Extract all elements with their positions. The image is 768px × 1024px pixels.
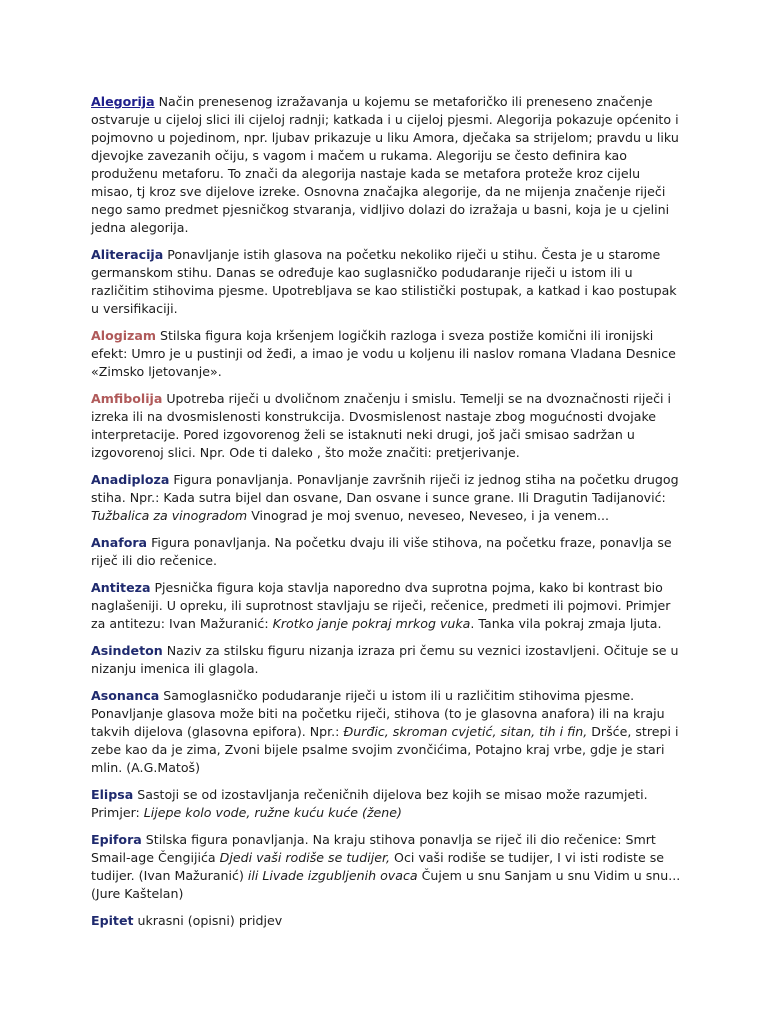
- entry-anafora: [91, 534, 681, 570]
- definition-text: Figura ponavljanja. Ponavljanje završnih riječi iz jednog stiha na početku drugog stiha. Npr.: Kada sutra bijel dan osvane, Dan osvane i sunce grane. Ili Dragutin Tadijanović:: [91, 472, 679, 505]
- definition-italic-text: Krotko janje pokraj mrkog vuka: [272, 616, 471, 631]
- definition-italic-text: Djedi vaši rodiše se tudijer,: [219, 850, 391, 865]
- definition-text: Oci vaši rodiše se tudijer, I vi isti rodiste se tudijer. (Ivan Mažuranić): [91, 850, 665, 883]
- entry-amfibolija: [91, 390, 681, 462]
- definition-italic-text: ili Livade izgubljenih ovaca: [247, 868, 418, 883]
- entry-alogizam: [91, 327, 681, 381]
- term-epifora: Epifora: [91, 832, 142, 847]
- entry-antiteza: [91, 579, 681, 633]
- definition-text: Figura ponavljanja. Na početku dvaju ili više stihova, na početku fraze, ponavlja se riječ ili dio rečenice.: [91, 535, 672, 568]
- term-asindeton: Asindeton: [91, 643, 163, 658]
- entry-anadiploza: [91, 471, 681, 525]
- entry-asindeton: [91, 642, 681, 678]
- entry-epitet: [91, 912, 681, 930]
- definition-text: Stilska figura ponavljanja. Na kraju stihova ponavlja se riječ ili dio rečenice: Smrt Smail-age Čengijića: [91, 832, 656, 865]
- definition-text: Dršće, strepi i zebe kao da je zima, Zvoni bijele psalme svojim zvončićima, Potajno kraj vrbe, gdje je stari mlin. (A.G.Matoš): [91, 724, 679, 775]
- definition-italic-text: Đurđic, skroman cvjetić, sitan, tih i fin,: [343, 724, 588, 739]
- definition-italic-text: Lijepe kolo vode, ružne kuću kuće (žene): [143, 805, 402, 820]
- definition-text: Naziv za stilsku figuru nizanja izraza pri čemu su veznici izostavljeni. Očituje se u nizanju imenica ili glagola.: [91, 643, 679, 676]
- definition-text: Pjesnička figura koja stavlja naporedno dva suprotna pojma, kako bi kontrast bio naglašeniji. U opreku, ili suprotnost stavljaju se riječi, rečenice, predmeti ili pojmovi. Primjer za antitezu: Ivan Mažuranić:: [91, 580, 671, 631]
- term-epitet: Epitet: [91, 913, 134, 928]
- definition-text: . Tanka vila pokraj zmaja ljuta.: [470, 616, 662, 631]
- term-asonanca: Asonanca: [91, 688, 160, 703]
- term-elipsa: Elipsa: [91, 787, 134, 802]
- term-alogizam: Alogizam: [91, 328, 156, 343]
- definition-text: Vinograd je moj svenuo, neveseo, Neveseo, i ja venem...: [247, 508, 610, 523]
- term-aliteracija: Aliteracija: [91, 247, 164, 262]
- term-alegorija-link[interactable]: Alegorija: [91, 94, 155, 109]
- glossary-document: [91, 93, 681, 939]
- entry-alegorija: [91, 93, 681, 237]
- term-anadiploza: Anadiploza: [91, 472, 170, 487]
- term-antiteza: Antiteza: [91, 580, 151, 595]
- entry-asonanca: [91, 687, 681, 777]
- definition-italic-text: Tužbalica za vinogradom: [91, 508, 248, 523]
- entry-aliteracija: [91, 246, 681, 318]
- definition-text: Način prenesenog izražavanja u kojemu se metaforičko ili preneseno značenje ostvaruje u cijeloj slici ili cijeloj radnji; katkada i u cijeloj pjesmi. Alegorija pokazuje općenito i pojmovno u pojedinom, npr. ljubav prikazuje u liku Amora, dječaka sa strijelom; pravdu u liku djevojke zavezanih očiju, s vagom i mačem u rukama. Alegoriju se često definira kao produženu metaforu. To znači da alegorija nastaje kada se metafora proteže kroz cijelu misao, tj kroz sve dijelove izreke. Osnovna značajka alegorije, da ne mijenja značenje riječi nego samo predmet pjesničkog stvaranja, vidljivo dolazi do izražaja u basni, koja je u cjelini jedna alegorija.: [91, 94, 679, 235]
- entry-elipsa: [91, 786, 681, 822]
- definition-text: Stilska figura koja kršenjem logičkih razloga i sveza postiže komični ili ironijski efekt: Umro je u pustinji od žeđi, a imao je vodu u koljenu ili naslov romana Vladana Desnice «Zimsko ljetovanje».: [91, 328, 676, 379]
- term-amfibolija: Amfibolija: [91, 391, 163, 406]
- definition-text: Ponavljanje istih glasova na početku nekoliko riječi u stihu. Česta je u starome germanskom stihu. Danas se određuje kao suglasničko podudaranje riječi u istom ili u različitim stihovima pjesme. Upotrebljava se kao stilistički postupak, a katkad i kao postupak u versifikaciji.: [91, 247, 677, 316]
- definition-text: Čujem u snu Sanjam u snu Vidim u snu... (Jure Kaštelan): [91, 868, 681, 901]
- definition-text: Samoglasničko podudaranje riječi u istom ili u različitim stihovima pjesme. Ponavljanje glasova može biti na početku riječi, stihova (to je glasovna anafora) ili na kraju takvih dijelova (glasovna epifora). Npr.:: [91, 688, 665, 739]
- definition-text: Sastoji se od izostavljanja rečeničnih dijelova bez kojih se misao može razumjeti. Primjer:: [91, 787, 648, 820]
- term-anafora: Anafora: [91, 535, 148, 550]
- definition-text: ukrasni (opisni) pridjev: [133, 913, 283, 928]
- definition-text: Upotreba riječi u dvoličnom značenju i smislu. Temelji se na dvoznačnosti riječi i izreka ili na dvosmislenosti konstrukcija. Dvosmislenost nastaje zbog mogućnosti dvojake interpretacije. Pored izgovorenog želi se istaknuti neki drugi, još jači smisao sadržan u izgovorenoj slici. Npr. Ode ti daleko , što može značiti: pretjerivanje.: [91, 391, 671, 460]
- entry-epifora: [91, 831, 681, 903]
